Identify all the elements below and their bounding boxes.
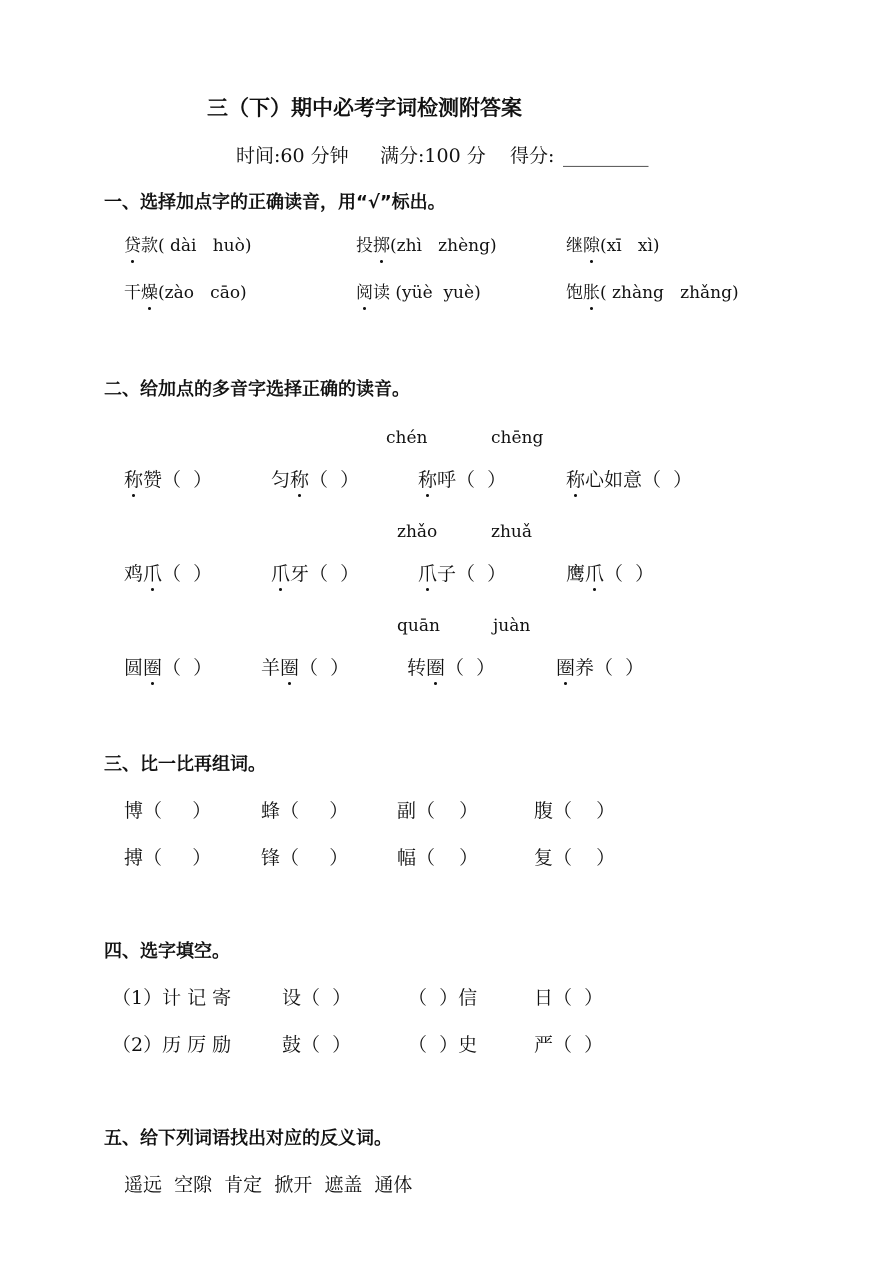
dotted-char: 圈 [143, 657, 163, 679]
s3-item: 复（ ） [534, 847, 616, 869]
dotted-char: 爪 [418, 563, 438, 585]
s2-item: 称心如意（ ） [566, 469, 693, 491]
s1-item: 干燥(zào cāo) [124, 283, 247, 303]
s4-label: （2）历 厉 励 [112, 1034, 232, 1056]
dotted-char: 燥 [141, 283, 158, 303]
s3-item: 副（ ） [397, 800, 479, 822]
pinyin-option: juàn [493, 616, 531, 636]
dotted-char: 隙 [583, 236, 600, 256]
dotted-char: 阅 [356, 283, 373, 303]
s1-item: 饱胀( zhàng zhǎng) [566, 283, 739, 303]
s2-item: 鸡爪（ ） [124, 563, 213, 585]
dotted-char: 爪 [143, 563, 163, 585]
dotted-char: 圈 [556, 657, 576, 679]
score-label: 得分: [510, 145, 555, 167]
dotted-char: 胀 [583, 283, 600, 303]
dotted-char: 圈 [280, 657, 300, 679]
section-4-heading: 四、选字填空。 [104, 941, 230, 962]
s1-item: 贷款( dài huò) [124, 236, 252, 256]
section-5-heading: 五、给下列词语找出对应的反义词。 [104, 1128, 392, 1149]
pinyin-option: chēng [491, 428, 544, 448]
s4-item: （ ）史 [408, 1034, 478, 1056]
section-2-heading: 二、给加点的多音字选择正确的读音。 [104, 379, 410, 400]
dotted-char: 称 [124, 469, 144, 491]
s4-label: （1）计 记 寄 [112, 987, 232, 1009]
s4-item: （ ）信 [408, 987, 478, 1009]
s5-word-list: 遥远 空隙 肯定 掀开 遮盖 通体 [124, 1174, 413, 1196]
s2-item: 匀称（ ） [271, 469, 360, 491]
dotted-char: 爪 [585, 563, 605, 585]
s2-item: 爪牙（ ） [271, 563, 360, 585]
dotted-char: 称 [566, 469, 586, 491]
pinyin-option: quān [397, 616, 440, 636]
dotted-char: 贷 [124, 236, 141, 256]
s2-item: 圈养（ ） [556, 657, 645, 679]
page-title: 三（下）期中必考字词检测附答案 [207, 96, 522, 120]
score-blank: _________ [563, 145, 649, 167]
dotted-char: 爪 [271, 563, 291, 585]
s2-item: 转圈（ ） [407, 657, 496, 679]
pinyin-option: zhǎo [397, 522, 438, 542]
full-score-info: 满分:100 分 [380, 145, 486, 167]
s3-item: 搏（ ） [124, 847, 212, 869]
s3-item: 幅（ ） [397, 847, 479, 869]
dotted-char: 称 [418, 469, 438, 491]
s4-item: 日（ ） [534, 987, 604, 1009]
s3-item: 蜂（ ） [261, 800, 349, 822]
s4-item: 鼓（ ） [282, 1034, 352, 1056]
s2-item: 羊圈（ ） [261, 657, 350, 679]
s1-item: 继隙(xī xì) [566, 236, 660, 256]
pinyin-option: chén [386, 428, 428, 448]
section-3-heading: 三、比一比再组词。 [104, 754, 266, 775]
dotted-char: 圈 [426, 657, 446, 679]
s3-item: 博（ ） [124, 800, 212, 822]
s1-item: 阅读 (yüè yuè) [356, 283, 481, 303]
s3-item: 腹（ ） [534, 800, 616, 822]
s4-item: 严（ ） [534, 1034, 604, 1056]
s2-item: 称呼（ ） [418, 469, 507, 491]
s2-item: 爪子（ ） [418, 563, 507, 585]
pinyin-option: zhuǎ [491, 522, 532, 542]
s4-item: 设（ ） [282, 987, 352, 1009]
time-info: 时间:60 分钟 [236, 145, 349, 167]
s1-item: 投掷(zhì zhèng) [356, 236, 497, 256]
s2-item: 鹰爪（ ） [566, 563, 655, 585]
s2-item: 称赞（ ） [124, 469, 213, 491]
s2-item: 圆圈（ ） [124, 657, 213, 679]
dotted-char: 称 [290, 469, 310, 491]
s3-item: 锋（ ） [261, 847, 349, 869]
dotted-char: 掷 [373, 236, 390, 256]
section-1-heading: 一、选择加点字的正确读音，用“√”标出。 [104, 192, 446, 213]
